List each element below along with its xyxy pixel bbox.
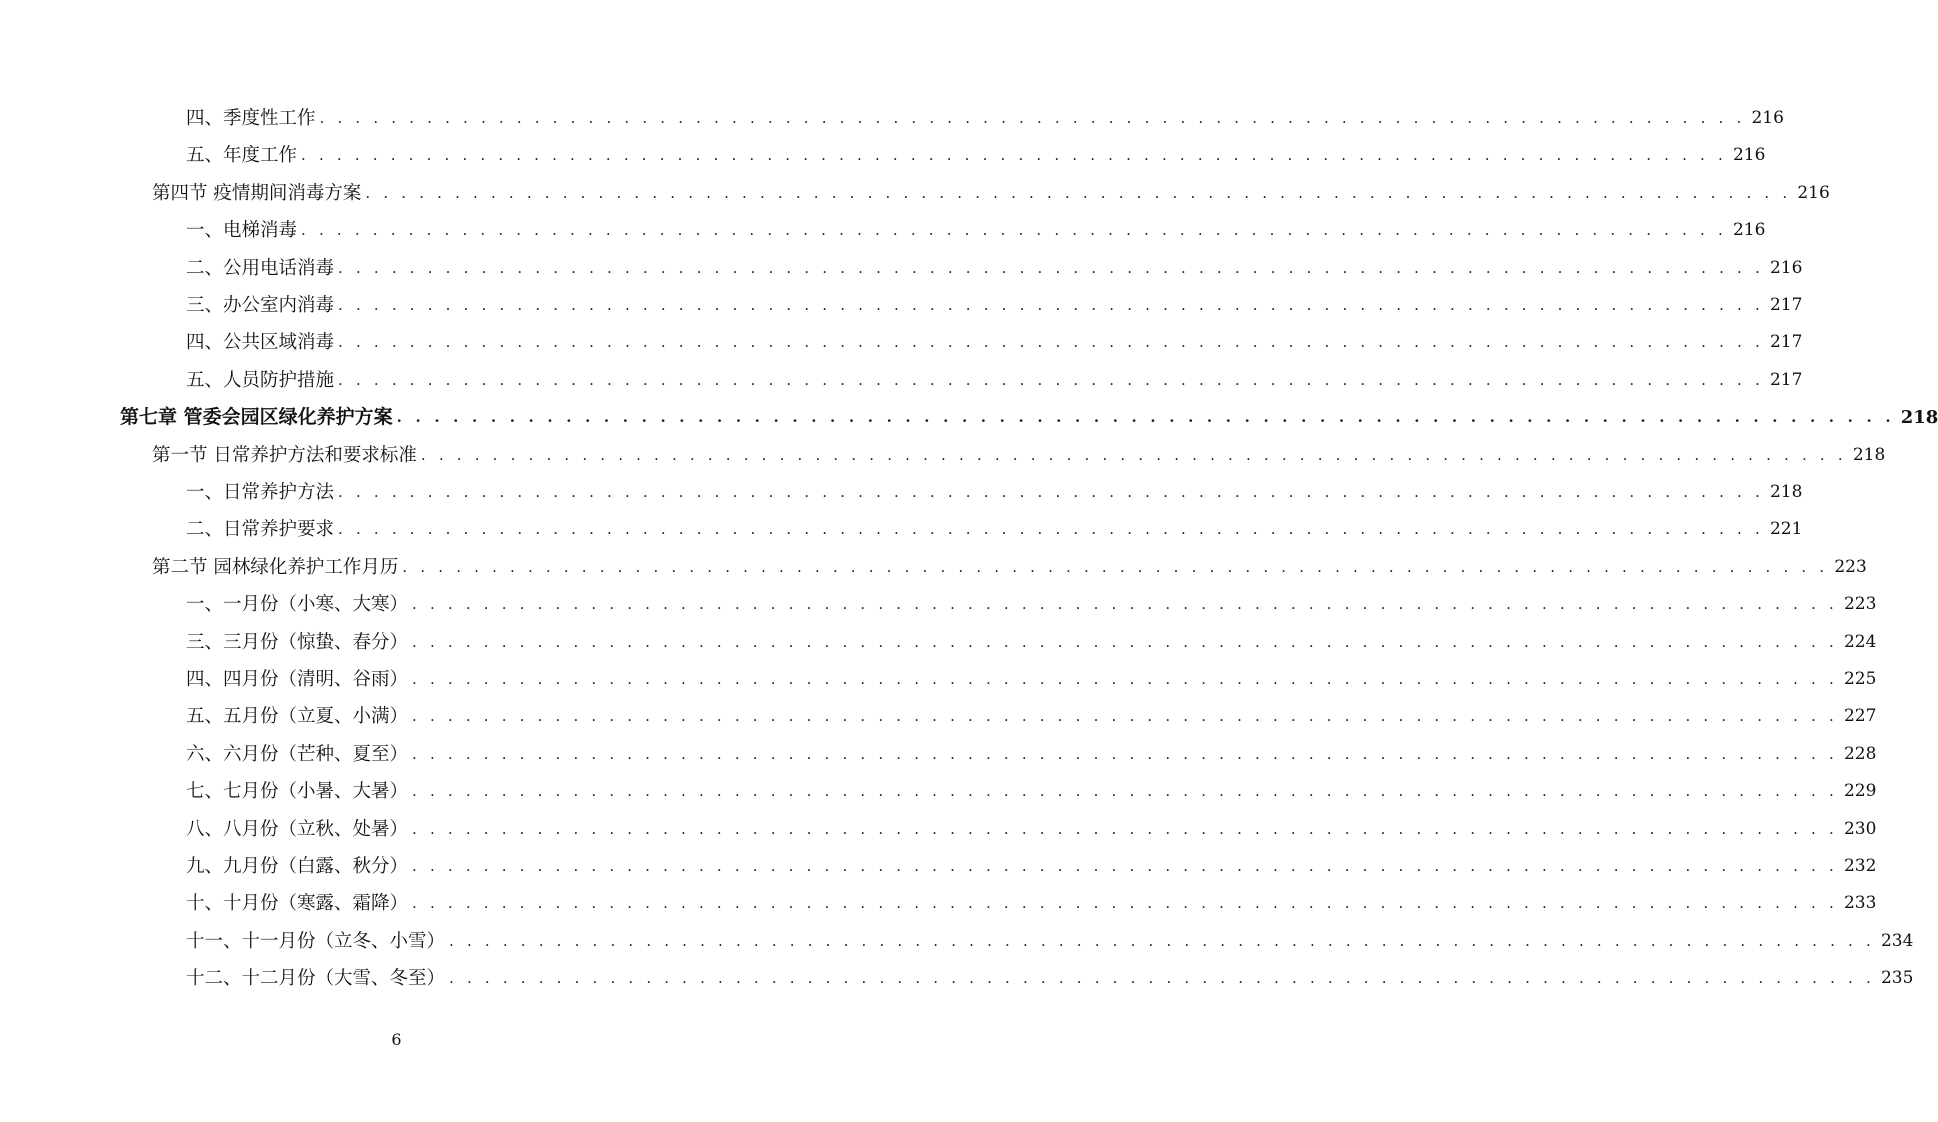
toc-entry-title: 五、五月份（立夏、小满） (186, 706, 409, 728)
toc-entry[interactable] (186, 137, 1766, 174)
toc-entry[interactable] (186, 250, 1803, 287)
toc-entry-title: 第四节 疫情期间消毒方案 (152, 182, 362, 204)
toc-entry-title: 二、公用电话消毒 (186, 257, 335, 279)
toc-entry-title: 二、日常养护要求 (186, 519, 335, 541)
toc-entry-page: 232 (1843, 856, 1877, 876)
toc-entry-page: 218 (1852, 444, 1886, 465)
toc-entry-title: 第二节 园林绿化养护工作月历 (152, 556, 399, 578)
toc-entry-title: 一、电梯消毒 (186, 220, 298, 242)
toc-leader-dots: . . . . . . . . . . . . . . . . . . . . . . . . . . . . . . . . . . . . . . . . . . . . . . . . . . . . . . . . . . . . . . . . . . . . . . . . . . . . . . . . (338, 483, 1764, 501)
toc-entry-page: 233 (1843, 893, 1877, 914)
toc-entry[interactable] (186, 586, 1877, 623)
toc-entry-page: 221 (1769, 519, 1803, 540)
toc-leader-dots: . . . . . . . . . . . . . . . . . . . . . . . . . . . . . . . . . . . . . . . . . . . . . . . . . . . . . . . . . . . . . . . . . . . . . . . . . . . . . . . . (319, 109, 1746, 127)
toc-entry-title: 三、三月份（惊蛰、春分） (186, 631, 409, 653)
page-number: 6 (391, 1030, 402, 1049)
toc-entry[interactable] (186, 362, 1803, 399)
toc-entry-page: 217 (1769, 369, 1803, 390)
toc-entry-page: 225 (1843, 669, 1877, 689)
toc-entry[interactable] (152, 549, 1867, 586)
toc-entry-page: 223 (1843, 594, 1877, 615)
toc-entry[interactable] (186, 773, 1877, 810)
toc-leader-dots: . . . . . . . . . . . . . . . . . . . . . . . . . . . . . . . . . . . . . . . . . . . . . . . . . . . . . . . . . . . . . . . . . . . . . . . . . . . . . . . . (402, 557, 1829, 576)
toc-entry-title: 八、八月份（立秋、处暑） (186, 818, 409, 840)
toc-entry[interactable] (186, 811, 1877, 848)
toc-entry[interactable] (186, 848, 1877, 885)
toc-leader-dots: . . . . . . . . . . . . . . . . . . . . . . . . . . . . . . . . . . . . . . . . . . . . . . . . . . . . . . . . . . . . . . . . . . . . . . . . . . . . . . . . (412, 744, 1838, 763)
toc-entry[interactable] (186, 474, 1803, 511)
toc-entry-page: 218 (1769, 482, 1803, 502)
toc-entry-page: 228 (1843, 743, 1877, 764)
toc-entry-page: 217 (1769, 295, 1803, 315)
toc-entry-title: 六、六月份（芒种、夏至） (186, 743, 409, 765)
toc-leader-dots: . . . . . . . . . . . . . . . . . . . . . . . . . . . . . . . . . . . . . . . . . . . . . . . . . . . . . . . . . . . . . . . . . . . . . . . . . . . . . . . . (449, 931, 1875, 950)
toc-entry[interactable] (186, 960, 1914, 997)
toc-entry-page: 235 (1880, 968, 1914, 989)
toc-entry[interactable] (186, 624, 1877, 661)
toc-entry-page: 216 (1732, 220, 1766, 241)
toc-leader-dots: . . . . . . . . . . . . . . . . . . . . . . . . . . . . . . . . . . . . . . . . . . . . . . . . . . . . . . . . . . . . . . . . . . . . . . . . . . . . . . . . (338, 520, 1764, 539)
toc-leader-dots: . . . . . . . . . . . . . . . . . . . . . . . . . . . . . . . . . . . . . . . . . . . . . . . . . . . . . . . . . . . . . . . . . . . . . . . . . . . . . . . . (412, 894, 1838, 913)
toc-leader-dots: . . . . . . . . . . . . . . . . . . . . . . . . . . . . . . . . . . . . . . . . . . . . . . . . . . . . . . . . . . . . . . . . . . . . . . . . . . . . . . . . (396, 408, 1895, 427)
toc-leader-dots: . . . . . . . . . . . . . . . . . . . . . . . . . . . . . . . . . . . . . . . . . . . . . . . . . . . . . . . . . . . . . . . . . . . . . . . . . . . . . . . . (412, 670, 1838, 688)
toc-leader-dots: . . . . . . . . . . . . . . . . . . . . . . . . . . . . . . . . . . . . . . . . . . . . . . . . . . . . . . . . . . . . . . . . . . . . . . . . . . . . . . . . (338, 258, 1764, 277)
toc-entry[interactable] (186, 324, 1803, 361)
toc-entry-title: 三、办公室内消毒 (186, 295, 335, 316)
toc-leader-dots: . . . . . . . . . . . . . . . . . . . . . . . . . . . . . . . . . . . . . . . . . . . . . . . . . . . . . . . . . . . . . . . . . . . . . . . . . . . . . . . . (338, 333, 1764, 352)
toc-entry-title: 第一节 日常养护方法和要求标准 (152, 444, 417, 466)
toc-leader-dots: . . . . . . . . . . . . . . . . . . . . . . . . . . . . . . . . . . . . . . . . . . . . . . . . . . . . . . . . . . . . . . . . . . . . . . . . . . . . . . . . (412, 819, 1838, 838)
toc-entry-page: 216 (1769, 257, 1803, 278)
toc-entry-title: 四、公共区域消毒 (186, 332, 335, 354)
toc-entry-page: 230 (1843, 818, 1877, 839)
toc-entry-page: 227 (1843, 706, 1877, 727)
toc-entry[interactable] (186, 736, 1877, 773)
toc-entry[interactable] (186, 287, 1803, 324)
toc-leader-dots: . . . . . . . . . . . . . . . . . . . . . . . . . . . . . . . . . . . . . . . . . . . . . . . . . . . . . . . . . . . . . . . . . . . . . . . . . . . . . . . . (338, 370, 1764, 389)
toc-entry-page: 234 (1880, 930, 1914, 951)
toc-entry[interactable] (186, 661, 1877, 698)
toc-leader-dots: . . . . . . . . . . . . . . . . . . . . . . . . . . . . . . . . . . . . . . . . . . . . . . . . . . . . . . . . . . . . . . . . . . . . . . . . . . . . . . . . (412, 632, 1838, 651)
toc-entry[interactable] (152, 437, 1886, 474)
toc-leader-dots: . . . . . . . . . . . . . . . . . . . . . . . . . . . . . . . . . . . . . . . . . . . . . . . . . . . . . . . . . . . . . . . . . . . . . . . . . . . . . . . . (420, 445, 1847, 464)
toc-entry-title: 十一、十一月份（立冬、小雪） (186, 930, 446, 952)
toc-leader-dots: . . . . . . . . . . . . . . . . . . . . . . . . . . . . . . . . . . . . . . . . . . . . . . . . . . . . . . . . . . . . . . . . . . . . . . . . . . . . . . . . (338, 296, 1764, 314)
toc-leader-dots: . . . . . . . . . . . . . . . . . . . . . . . . . . . . . . . . . . . . . . . . . . . . . . . . . . . . . . . . . . . . . . . . . . . . . . . . . . . . . . . . (412, 595, 1838, 614)
toc-entry-page: 224 (1843, 631, 1877, 652)
toc-leader-dots: . . . . . . . . . . . . . . . . . . . . . . . . . . . . . . . . . . . . . . . . . . . . . . . . . . . . . . . . . . . . . . . . . . . . . . . . . . . . . . . . (301, 146, 1727, 165)
toc-entry[interactable] (152, 175, 1830, 212)
toc-leader-dots: . . . . . . . . . . . . . . . . . . . . . . . . . . . . . . . . . . . . . . . . . . . . . . . . . . . . . . . . . . . . . . . . . . . . . . . . . . . . . . . . (449, 969, 1875, 988)
toc-entry[interactable] (120, 399, 1938, 436)
toc-leader-dots: . . . . . . . . . . . . . . . . . . . . . . . . . . . . . . . . . . . . . . . . . . . . . . . . . . . . . . . . . . . . . . . . . . . . . . . . . . . . . . . . (365, 183, 1792, 202)
toc-entry-title: 五、年度工作 (186, 145, 298, 167)
toc-leader-dots: . . . . . . . . . . . . . . . . . . . . . . . . . . . . . . . . . . . . . . . . . . . . . . . . . . . . . . . . . . . . . . . . . . . . . . . . . . . . . . . . (301, 221, 1727, 240)
toc-entry-title: 第七章 管委会园区绿化养护方案 (120, 406, 393, 429)
toc-entry[interactable] (186, 923, 1914, 960)
toc-entry-title: 五、人员防护措施 (186, 369, 335, 391)
toc-entry-title: 十、十月份（寒露、霜降） (186, 893, 409, 915)
toc-entry[interactable] (186, 100, 1784, 137)
toc-entry-title: 七、七月份（小暑、大暑） (186, 781, 409, 803)
toc-entry-page: 229 (1843, 781, 1877, 802)
toc-entry-page: 218 (1900, 407, 1938, 429)
toc-entry[interactable] (186, 212, 1766, 249)
toc-entry-page: 216 (1797, 182, 1830, 203)
toc-entry[interactable] (186, 885, 1877, 922)
toc-entry-page: 216 (1732, 145, 1766, 166)
toc-leader-dots: . . . . . . . . . . . . . . . . . . . . . . . . . . . . . . . . . . . . . . . . . . . . . . . . . . . . . . . . . . . . . . . . . . . . . . . . . . . . . . . . (412, 707, 1838, 726)
toc-entry-page: 216 (1751, 108, 1784, 128)
toc-entry[interactable] (186, 698, 1877, 735)
toc-entry-title: 一、日常养护方法 (186, 482, 335, 503)
toc-entry-title: 四、四月份（清明、谷雨） (186, 669, 409, 690)
toc-entry-page: 223 (1834, 556, 1867, 577)
toc-leader-dots: . . . . . . . . . . . . . . . . . . . . . . . . . . . . . . . . . . . . . . . . . . . . . . . . . . . . . . . . . . . . . . . . . . . . . . . . . . . . . . . . (412, 857, 1838, 875)
toc-entry[interactable] (186, 511, 1803, 548)
toc-entry-title: 四、季度性工作 (186, 108, 316, 129)
toc-entry-title: 十二、十二月份（大雪、冬至） (186, 968, 446, 990)
toc-entry-title: 九、九月份（白露、秋分） (186, 856, 409, 877)
toc-entry-page: 217 (1769, 332, 1803, 353)
toc-leader-dots: . . . . . . . . . . . . . . . . . . . . . . . . . . . . . . . . . . . . . . . . . . . . . . . . . . . . . . . . . . . . . . . . . . . . . . . . . . . . . . . . (412, 782, 1838, 801)
toc-entry-title: 一、一月份（小寒、大寒） (186, 594, 409, 616)
